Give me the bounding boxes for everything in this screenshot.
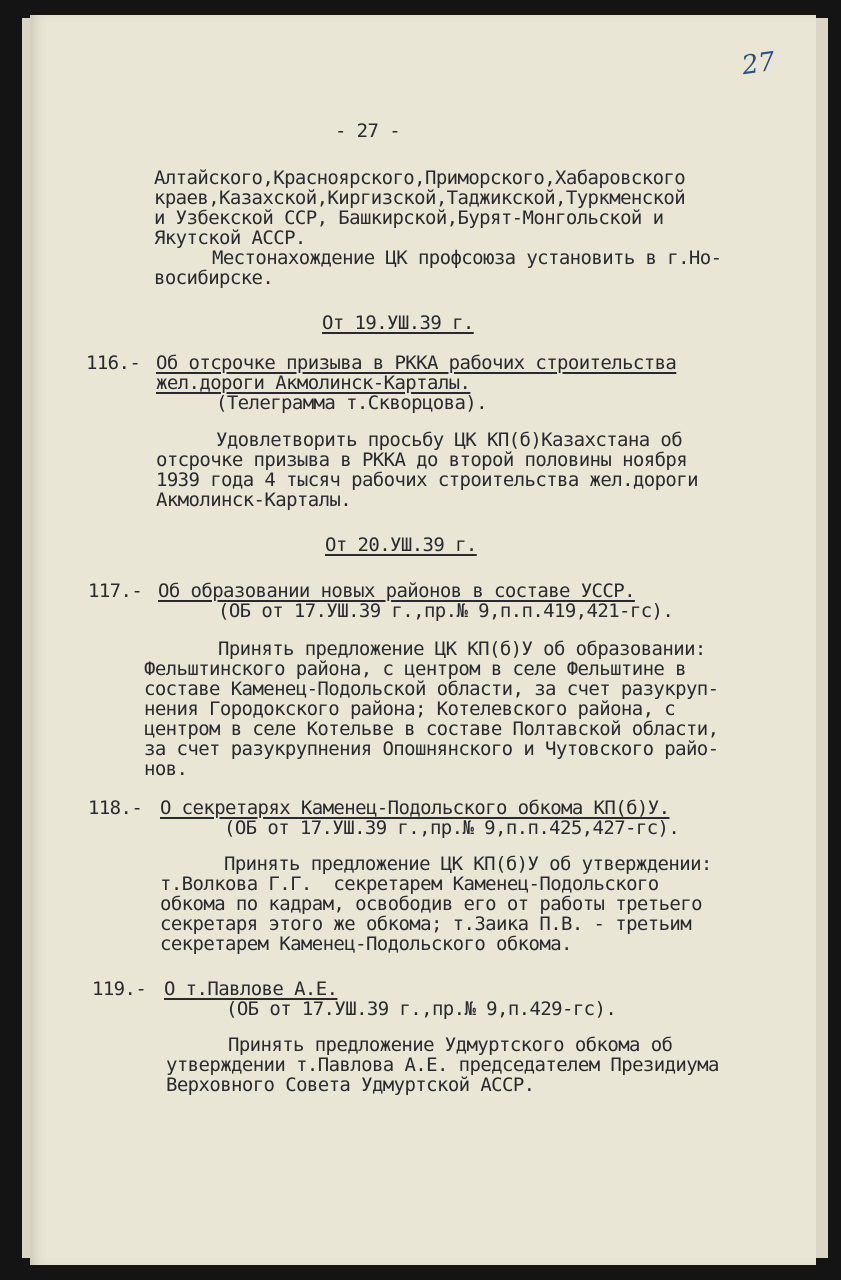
- intro-line: Местонахождение ЦК профсоюза установить в г.Но-: [212, 247, 722, 269]
- document-page: [30, 15, 816, 1265]
- item-body-line: секретаря этого же обкома; т.Заика П.В. - третьим: [160, 913, 692, 935]
- item-title: Об образовании новых районов в составе УССР.: [158, 580, 635, 602]
- intro-line: Алтайского,Красноярского,Приморского,Хабаровского: [154, 167, 686, 189]
- intro-line: восибирске.: [154, 267, 274, 289]
- item-number: 118.-: [88, 797, 143, 819]
- item-number: 117.-: [88, 580, 143, 602]
- intro-line: краев,Казахской,Киргизской,Таджикской,Туркменской: [154, 187, 686, 209]
- item-body-line: утверждении т.Павлова А.Е. председателем Президиума: [166, 1054, 719, 1076]
- item-body-line: центром в селе Котельве в составе Полтавской области,: [144, 718, 719, 740]
- item-title: Об отсрочке призыва в РККА рабочих строительства: [156, 352, 677, 374]
- date-heading: От 20.УШ.39 г.: [325, 534, 477, 556]
- item-body-line: за счет разукрупнения Опошнянского и Чутовского райо-: [144, 738, 719, 760]
- item-body-line: 1939 года 4 тысяч рабочих строительства жел.дороги: [156, 469, 698, 491]
- item-body-line: Принять предложение ЦК КП(б)У об утверждении:: [224, 853, 712, 875]
- item-body-line: составе Каменец-Подольской области, за счет разукруп-: [144, 678, 719, 700]
- item-body-line: Принять предложение ЦК КП(б)У об образовании:: [218, 638, 706, 660]
- item-source: (ОБ от 17.УШ.39 г.,пр.№ 9,п.429-гс).: [226, 998, 617, 1020]
- date-heading: От 19.УШ.39 г.: [322, 312, 474, 334]
- item-body-line: Верховного Совета Удмуртской АССР.: [166, 1074, 535, 1096]
- item-title: О секретарях Каменец-Подольского обкома КП(б)У.: [160, 797, 670, 819]
- item-number: 116.-: [86, 352, 141, 374]
- item-body-line: нения Городокского района; Котелевского района, с: [144, 698, 676, 720]
- item-number: 119.-: [92, 978, 147, 1000]
- item-body-line: отсрочке призыва в РККА до второй половины ноября: [156, 449, 688, 471]
- page-number: - 27 -: [335, 120, 401, 142]
- intro-line: и Узбекской ССР, Башкирской,Бурят-Монгольской и: [154, 207, 664, 229]
- item-body-line: нов.: [144, 758, 188, 780]
- item-title: О т.Павлове А.Е.: [164, 978, 338, 1000]
- item-body-line: секретарем Каменец-Подольского обкома.: [160, 933, 572, 955]
- item-body-line: Акмолинск-Карталы.: [156, 489, 352, 511]
- item-body-line: Принять предложение Удмуртского обкома об: [228, 1034, 673, 1056]
- item-source: (ОБ от 17.УШ.39 г.,пр.№ 9,п.п.425,427-гс).: [224, 817, 680, 839]
- item-title: жел.дороги Акмолинск-Карталы.: [156, 372, 471, 394]
- intro-line: Якутской АССР.: [154, 227, 306, 249]
- item-body-line: обкома по кадрам, освободив его от работы третьего: [160, 893, 702, 915]
- item-body-line: Фельштинского района, с центром в селе Фельштине в: [144, 658, 686, 680]
- item-source: (Телеграмма т.Скворцова).: [216, 392, 487, 414]
- item-body-line: т.Волкова Г.Г. секретарем Каменец-Подольского: [160, 873, 659, 895]
- item-body-line: Удовлетворить просьбу ЦК КП(б)Казахстана об: [216, 429, 683, 451]
- handwritten-folio-number: 27: [740, 46, 778, 82]
- item-source: (ОБ от 17.УШ.39 г.,пр.№ 9,п.п.419,421-гс).: [218, 600, 674, 622]
